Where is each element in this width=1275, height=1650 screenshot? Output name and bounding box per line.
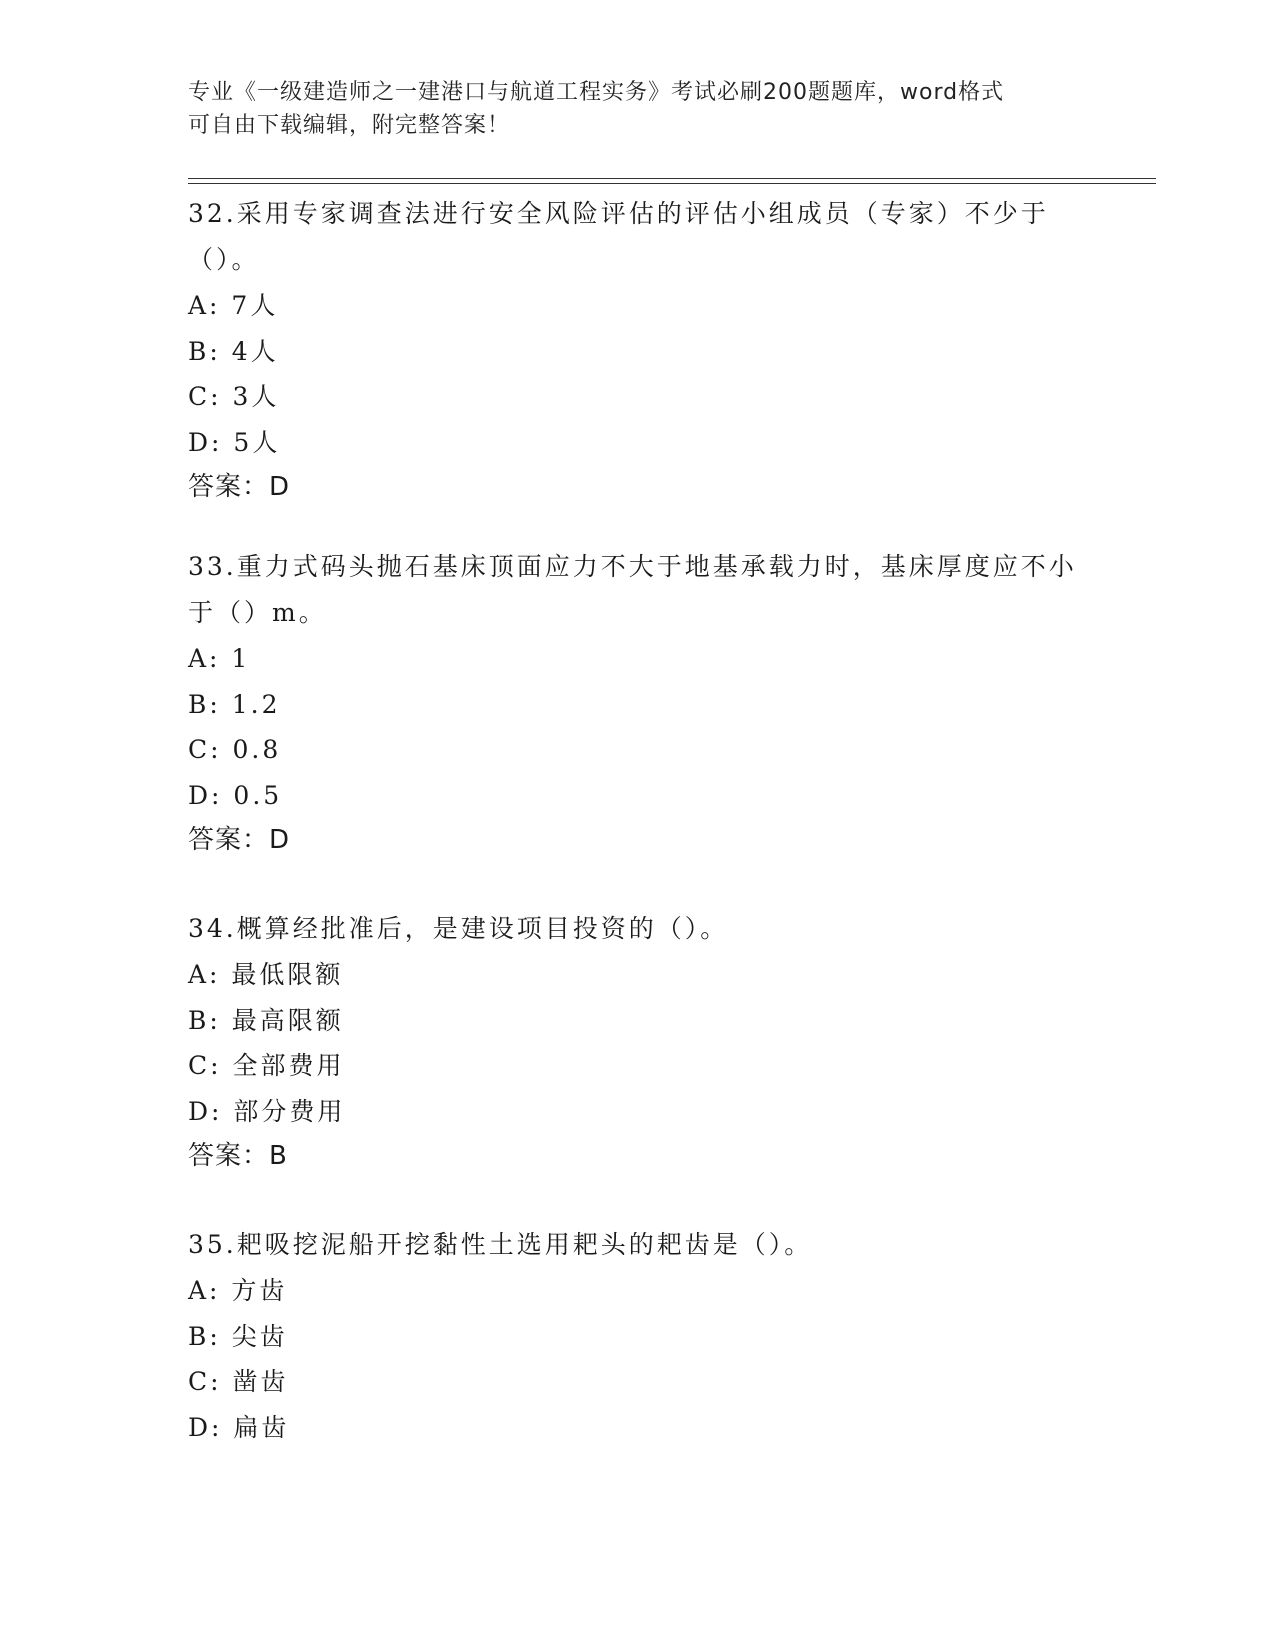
option-a: A: 方齿 <box>188 1276 288 1305</box>
question-34 <box>188 906 1088 1179</box>
question-35 <box>188 1222 1088 1450</box>
option-b: B: 最高限额 <box>188 1005 344 1035</box>
document-header <box>188 76 1068 142</box>
question-32 <box>188 191 1088 510</box>
question-33 <box>188 544 1088 863</box>
header-divider-top <box>188 178 1156 179</box>
option-b: B: 尖齿 <box>188 1321 288 1351</box>
answer-text: 答案：B <box>188 1141 288 1171</box>
question-stem: 33.重力式码头抛石基床顶面应力不大于地基承载力时，基床厚度应不小于（）m。 <box>188 552 1077 627</box>
answer-text: 答案：D <box>188 825 291 855</box>
question-stem: 34.概算经批准后，是建设项目投资的（）。 <box>188 914 729 943</box>
option-c: C: 全部费用 <box>188 1051 345 1080</box>
question-stem: 32.采用专家调查法进行安全风险评估的评估小组成员（专家）不少于（）。 <box>188 199 1049 274</box>
option-c: C: 凿齿 <box>188 1367 289 1396</box>
header-line-2: 可自由下载编辑，附完整答案！ <box>188 113 511 138</box>
answer-text: 答案：D <box>188 472 291 502</box>
option-a: A: 最低限额 <box>188 960 344 989</box>
option-d: D: 5人 <box>188 427 281 457</box>
option-d: D: 0.5 <box>188 780 283 810</box>
question-stem: 35.耙吸挖泥船开挖黏性土选用耙头的耙齿是（）。 <box>188 1230 813 1259</box>
option-a: A: 7人 <box>188 291 279 320</box>
header-divider-bottom <box>188 183 1156 184</box>
option-b: B: 4人 <box>188 336 279 366</box>
option-c: C: 0.8 <box>188 735 282 764</box>
option-d: D: 扁齿 <box>188 1412 290 1442</box>
option-d: D: 部分费用 <box>188 1096 346 1126</box>
option-b: B: 1.2 <box>188 689 281 719</box>
header-line-1: 专业《一级建造师之一建港口与航道工程实务》考试必刷200题题库，word格式 <box>188 80 1005 105</box>
option-a: A: 1 <box>188 644 251 673</box>
option-c: C: 3人 <box>188 382 280 411</box>
